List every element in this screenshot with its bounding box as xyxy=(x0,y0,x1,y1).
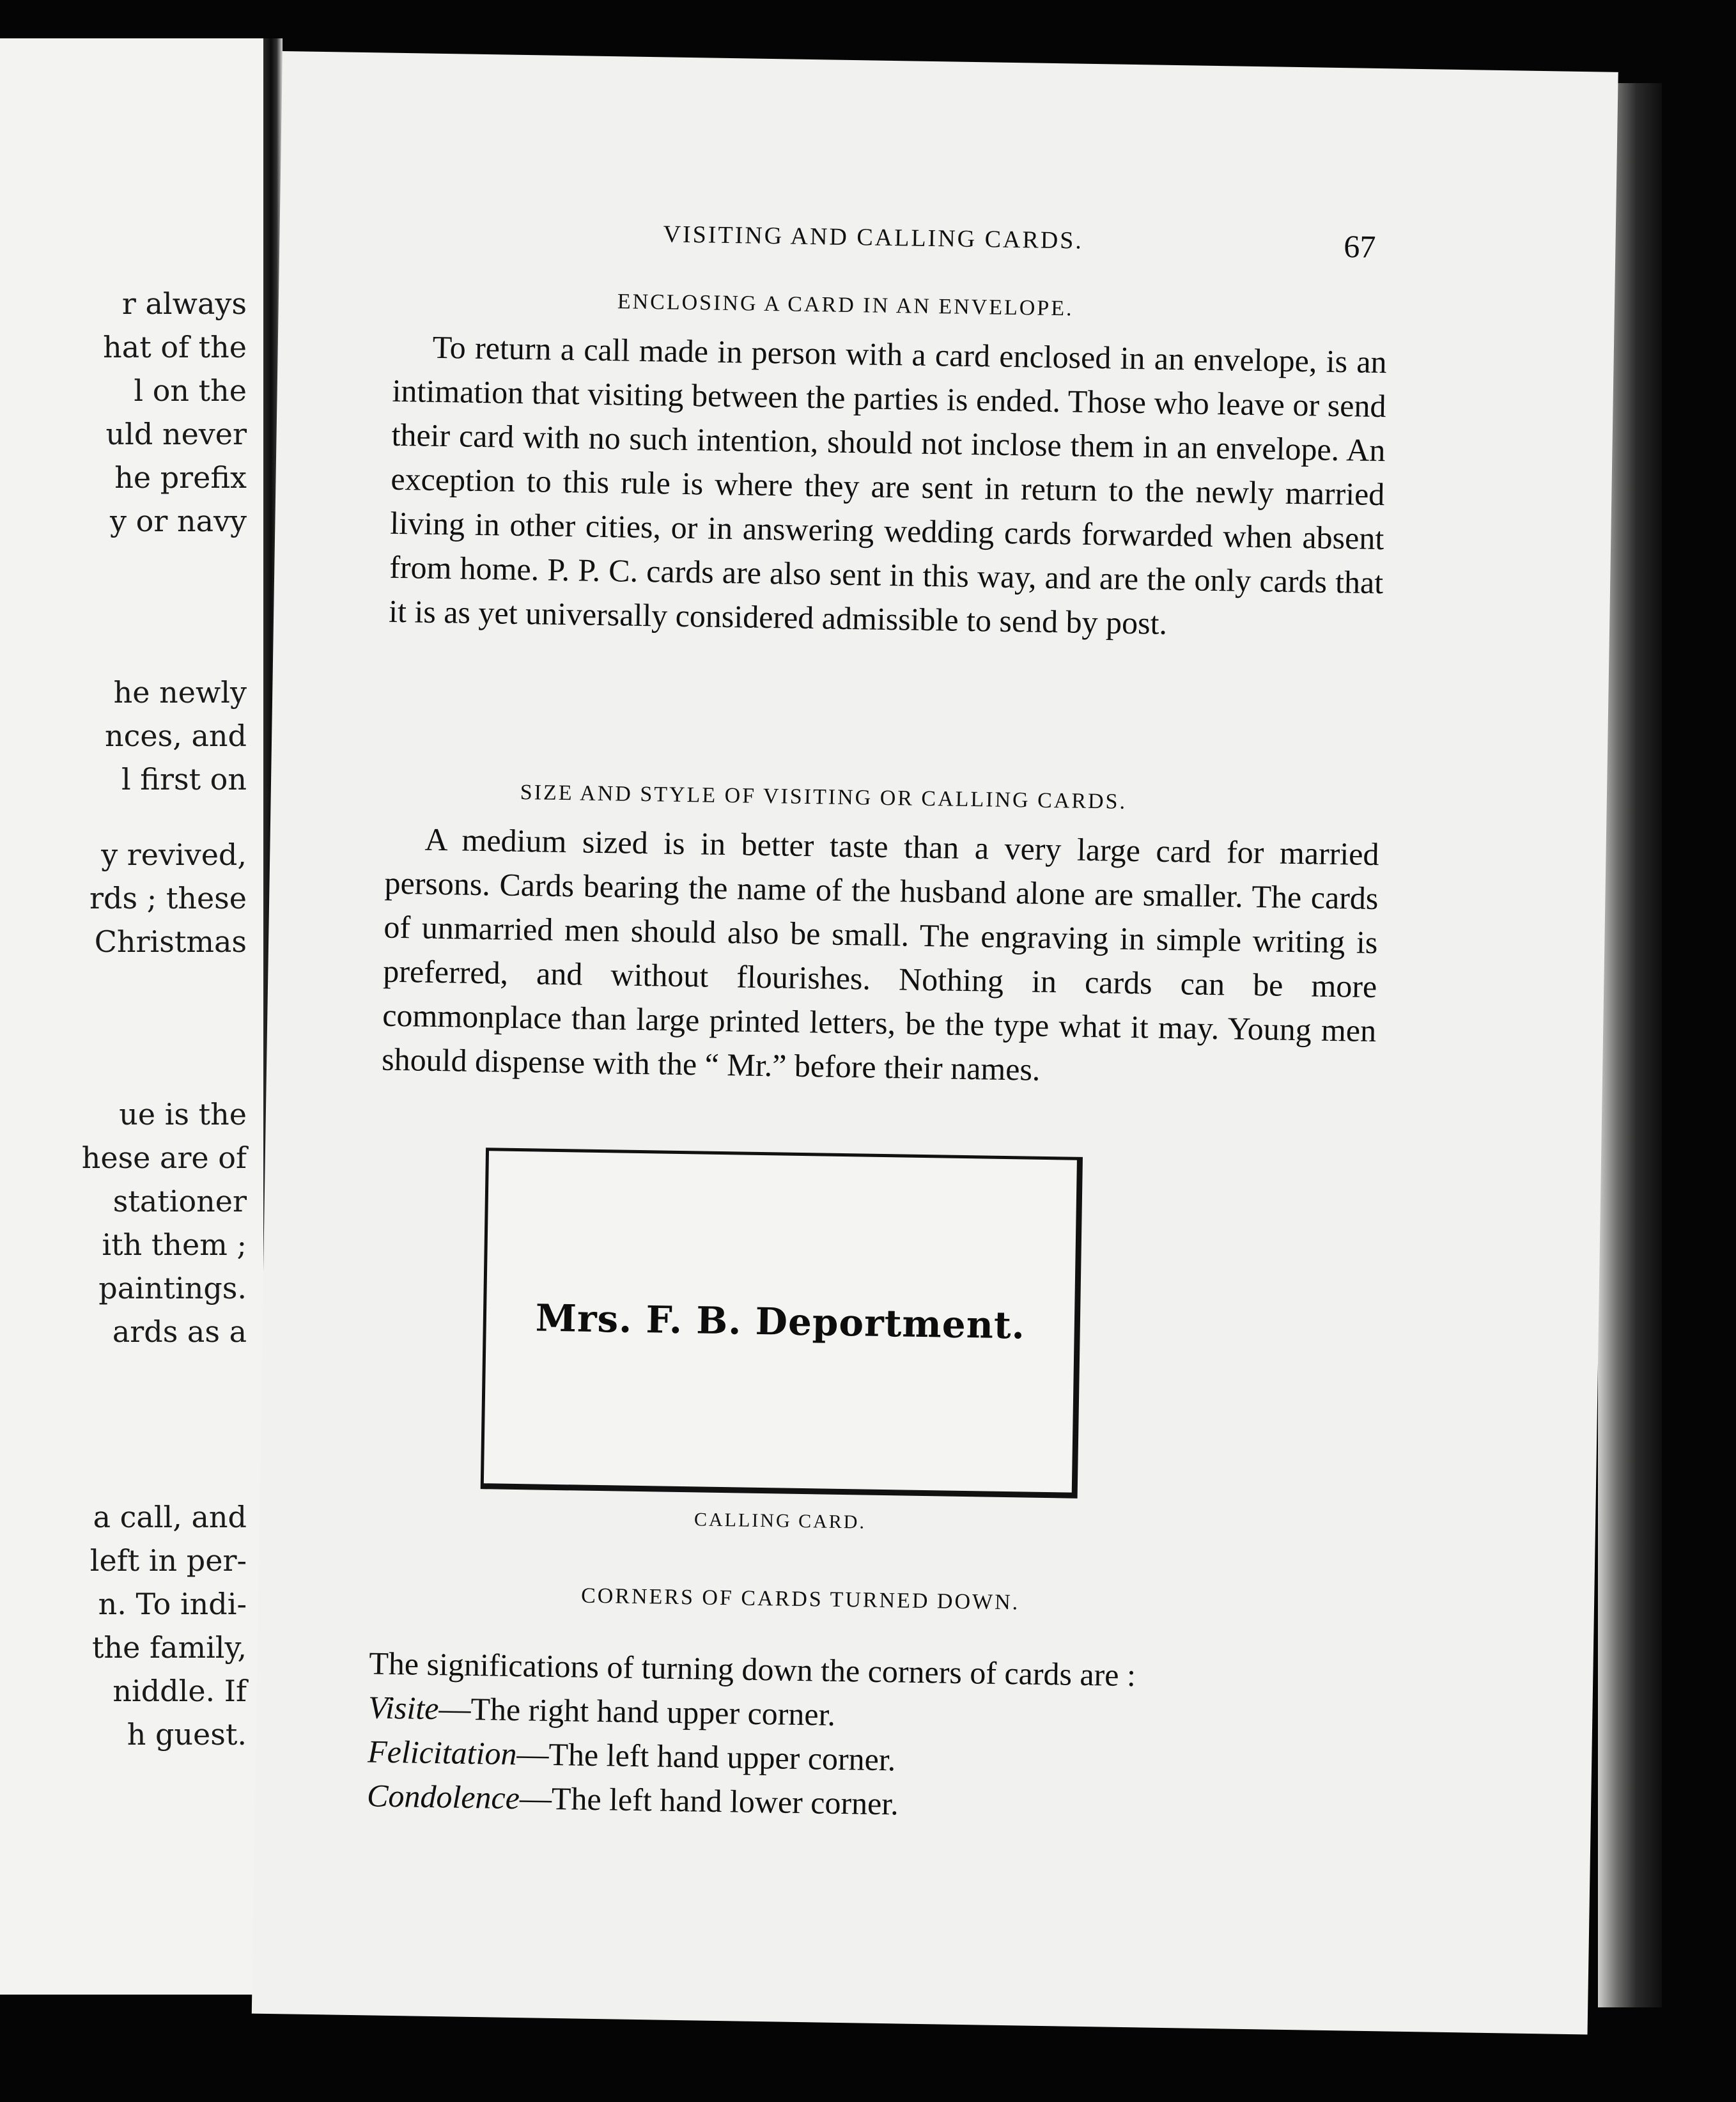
paragraph-text: A medium sized is in better taste than a very large card for married persons. Cards bearing the name of the husband alone are smaller. The cards of unmarried men should also be small. The engraving in simple writing is preferred, and without flourishes. Nothing in cards can be more commonplace than large printed letters, be the type what it may. Young men should dispense with the “ Mr.” before their names. xyxy=(381,821,1379,1087)
section-heading-size-style: SIZE AND STYLE OF VISITING OR CALLING CARDS. xyxy=(520,780,1128,814)
section-heading-corners: CORNERS OF CARDS TURNED DOWN. xyxy=(580,1584,1020,1615)
left-page-text-line: left in per- xyxy=(89,1543,247,1578)
left-page-text-line: he newly xyxy=(113,675,247,710)
left-page-text-line: a call, and xyxy=(93,1500,247,1534)
left-page-text-line: stationer xyxy=(112,1184,247,1218)
left-page-text-line: he prefix xyxy=(114,460,247,495)
card-name: Mrs. F. B. Deportment. xyxy=(535,1296,1026,1348)
signification-desc: —The right hand upper corner. xyxy=(438,1690,836,1732)
signification-term: Visite xyxy=(368,1689,439,1727)
left-page-text-line: rds ; these xyxy=(89,881,247,915)
left-page-text-line: r always xyxy=(121,286,247,321)
left-page-text-line: paintings. xyxy=(98,1271,247,1305)
signification-desc: —The left hand lower corner. xyxy=(519,1780,899,1822)
left-page-text-line: hat of the xyxy=(103,330,247,364)
calling-card-illustration xyxy=(481,1148,1083,1499)
signification-term: Felicitation xyxy=(367,1733,517,1772)
left-page-text-line: the family, xyxy=(92,1630,247,1665)
paragraph-enclosing xyxy=(389,325,1387,649)
section-heading-enclosing: ENCLOSING A CARD IN AN ENVELOPE. xyxy=(617,290,1074,321)
left-page-text-line: ith them ; xyxy=(102,1227,247,1262)
left-page-text-line: l first on xyxy=(121,762,247,797)
left-page-text-line: Christmas xyxy=(94,924,247,959)
left-page-text-line: ue is the xyxy=(119,1097,247,1132)
running-head: VISITING AND CALLING CARDS. xyxy=(663,221,1084,254)
left-page xyxy=(0,38,263,1995)
left-page-text-line: ards as a xyxy=(112,1314,247,1349)
corner-significations xyxy=(367,1641,1367,1833)
significations-intro: The significations of turning down the corners of cards are : xyxy=(368,1645,1136,1693)
paragraph-text: To return a call made in person with a card enclosed in an envelope, is an intimation that visiting between the parties is ended. Those who leave or send their card with no such intention, should not inclose them in an envelope. An exception to this rule is where they are sent in return to the newly married living in other cities, or in answering wedding cards forwarded when absent from home. P. P. C. cards are also sent in this way, and are the only cards that it is as yet universally considered admissible to send by post. xyxy=(388,329,1388,641)
paragraph-size-style xyxy=(382,817,1379,1097)
left-page-text-line: nces, and xyxy=(105,719,247,753)
page-number: 67 xyxy=(1343,228,1376,265)
right-page xyxy=(252,51,1618,2034)
signification-desc: —The left hand upper corner. xyxy=(516,1736,896,1778)
left-page-text-line: h guest. xyxy=(127,1717,247,1752)
left-page-text-line: y or navy xyxy=(110,504,247,538)
left-page-text-line: y revived, xyxy=(101,837,247,872)
signification-term: Condolence xyxy=(366,1777,520,1816)
left-page-text-line: n. To indi- xyxy=(98,1587,247,1621)
left-page-text-line: uld never xyxy=(105,417,247,451)
left-page-text-line: l on the xyxy=(134,373,247,408)
left-page-text-line: hese are of xyxy=(81,1141,247,1175)
left-page-text-line: niddle. If xyxy=(112,1674,247,1708)
figure-caption: CALLING CARD. xyxy=(694,1509,867,1533)
